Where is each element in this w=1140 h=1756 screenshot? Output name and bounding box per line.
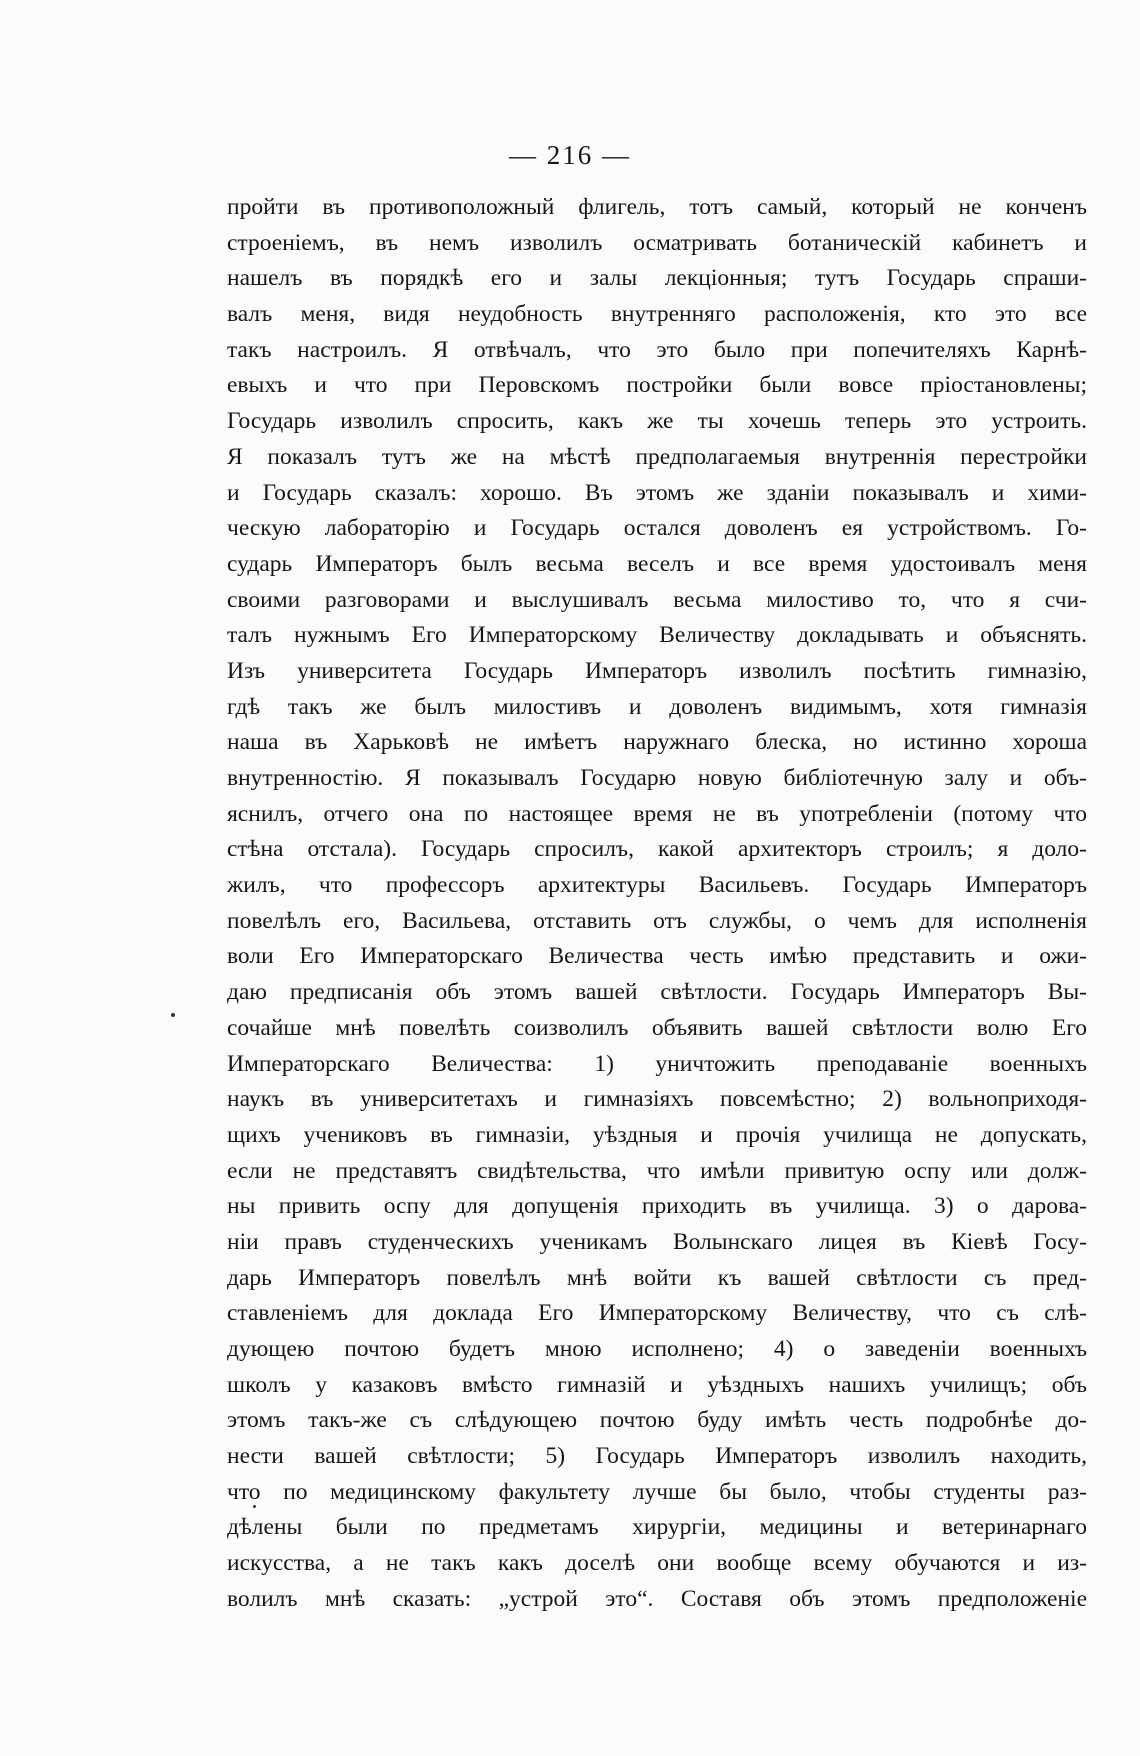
text-line: Императорскаго Величества: 1) уничтожить преподаваніе военныхъ (227, 1050, 1087, 1077)
text-line: искусства, а не такъ какъ доселѣ они вообще всему обучаются и из- (227, 1550, 1087, 1577)
text-line: дарь Императоръ повелѣлъ мнѣ войти къ вашей свѣтлости съ пред- (227, 1264, 1087, 1291)
text-line: стѣна отстала). Государь спросилъ, какой архитекторъ строилъ; я доло- (227, 836, 1087, 863)
text-line: жилъ, что профессоръ архитектуры Васильевъ. Государь Императоръ (227, 872, 1087, 899)
text-line: сочайше мнѣ повелѣть соизволилъ объявить вашей свѣтлости волю Его (227, 1014, 1087, 1041)
text-line: ческую лабораторію и Государь остался доволенъ ея устройствомъ. Го- (227, 515, 1087, 542)
ink-speck (171, 1013, 175, 1017)
text-line: гдѣ такъ же былъ милостивъ и доволенъ видимымъ, хотя гимназія (227, 693, 1087, 720)
text-line: внутренностію. Я показывалъ Государю новую библіотечную залу и объ- (227, 765, 1087, 791)
text-line: школъ у казаковъ вмѣсто гимназій и уѣздныхъ нашихъ училищъ; объ (227, 1371, 1087, 1398)
ink-speck (253, 1505, 256, 1508)
text-line: валъ меня, видя неудобность внутренняго расположенія, кто это все (227, 301, 1087, 328)
text-line: нашелъ въ порядкѣ его и залы лекціонныя; тутъ Государь спраши- (227, 265, 1087, 292)
text-line: Я показалъ тутъ же на мѣстѣ предполагаемыя внутреннія перестройки (227, 443, 1087, 470)
body-text (227, 190, 1087, 1618)
text-line: повелѣлъ его, Васильева, отставить отъ службы, о чемъ для исполненія (227, 907, 1087, 934)
text-line: строеніемъ, въ немъ изволилъ осматривать ботаническій кабинетъ и (227, 229, 1087, 256)
text-line: талъ нужнымъ Его Императорскому Величеству докладывать и объяснять. (227, 622, 1087, 649)
text-line: нести вашей свѣтлости; 5) Государь Императоръ изволилъ находить, (227, 1443, 1087, 1470)
text-line: этомъ такъ-же съ слѣдующею почтою буду имѣть честь подробнѣе до- (227, 1407, 1087, 1434)
text-line: и Государь сказалъ: хорошо. Въ этомъ же зданіи показывалъ и хими- (227, 479, 1087, 506)
text-line: щихъ учениковъ въ гимназіи, уѣздныя и прочія училища не допускать, (227, 1121, 1087, 1148)
text-line: ніи правъ студенческихъ ученикамъ Волынскаго лицея въ Кіевѣ Госу- (227, 1228, 1087, 1255)
text-line: дѣлены были по предметамъ хирургіи, медицины и ветеринарнаго (227, 1514, 1087, 1541)
text-line: Государь изволилъ спросить, какъ же ты хочешь теперь это устроить. (227, 408, 1087, 435)
text-line: дующею почтою будетъ мною исполнено; 4) о заведеніи военныхъ (227, 1336, 1087, 1362)
text-line: волилъ мнѣ сказать: „устрой это“. Составя объ этомъ предположеніе (227, 1585, 1087, 1612)
text-line: наукъ въ университетахъ и гимназіяхъ повсемѣстно; 2) вольноприходя- (227, 1086, 1087, 1113)
text-line: своими разговорами и выслушивалъ весьма милостиво то, что я счи- (227, 586, 1087, 613)
text-line: воли Его Императорскаго Величества честь имѣю представить и ожи- (227, 943, 1087, 970)
text-line: яснилъ, отчего она по настоящее время не въ употребленіи (потому что (227, 800, 1087, 827)
text-line: такъ настроилъ. Я отвѣчалъ, что это было при попечителяхъ Карнѣ- (227, 336, 1087, 363)
text-line: если не представятъ свидѣтельства, что имѣли привитую оспу или долж- (227, 1157, 1087, 1184)
text-line: Изъ университета Государь Императоръ изволилъ посѣтить гимназію, (227, 657, 1087, 684)
text-line: ставленіемъ для доклада Его Императорскому Величеству, что съ слѣ- (227, 1300, 1087, 1327)
text-line: ны привить оспу для допущенія приходить въ училища. 3) о дарова- (227, 1193, 1087, 1220)
text-line: сударь Императоръ былъ весьма веселъ и все время удостоивалъ меня (227, 550, 1087, 577)
text-line: пройти въ противоположный флигель, тотъ самый, который не конченъ (227, 194, 1087, 220)
text-line: наша въ Харьковѣ не имѣетъ наружнаго блеска, но истинно хороша (227, 729, 1087, 756)
text-line: евыхъ и что при Перовскомъ постройки были вовсе пріостановлены; (227, 372, 1087, 399)
text-line: что по медицинскому факультету лучше бы было, чтобы студенты раз- (227, 1478, 1087, 1505)
page-number: — 216 — (509, 140, 631, 170)
text-line: даю предписанія объ этомъ вашей свѣтлости. Государь Императоръ Вы- (227, 979, 1087, 1006)
